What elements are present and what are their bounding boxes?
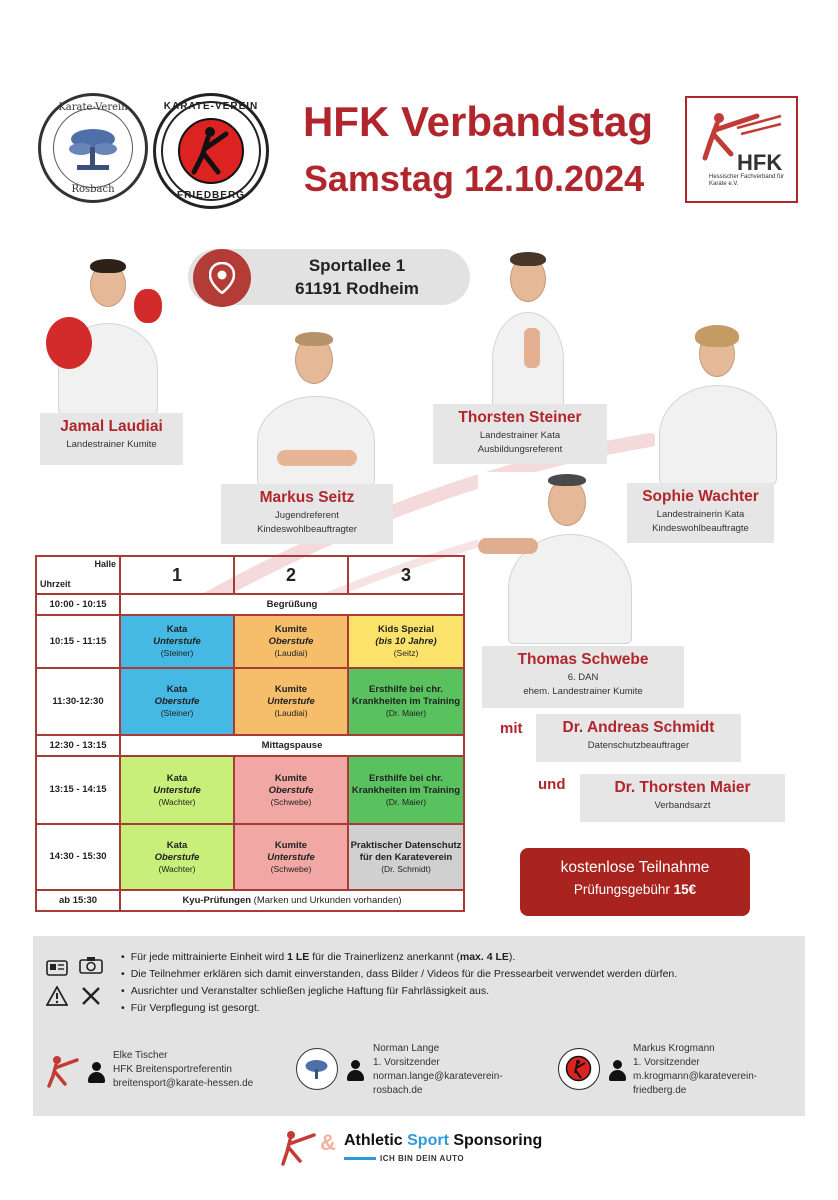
trainer-role: Verbandsarzt xyxy=(654,800,711,811)
hall-1-header: 1 xyxy=(120,556,234,594)
banner-exam-fee: Prüfungsgebühr 15€ xyxy=(573,882,697,897)
info-list xyxy=(121,949,677,1017)
trainer-role: Ausbildungsreferent xyxy=(477,444,563,455)
time-cell: 12:30 - 13:15 xyxy=(36,735,120,756)
session-cell: Kata Unterstufe (Wachter) xyxy=(120,756,234,824)
trainer-name: Sophie Wachter xyxy=(642,488,759,505)
time-cell: 14:30 - 15:30 xyxy=(36,824,120,890)
header-halle: Halle xyxy=(94,559,116,569)
session-cell: Kumite Oberstufe (Laudiai) xyxy=(234,615,348,668)
footer-ampersand: & xyxy=(320,1130,336,1155)
rosbach-logo-top-text: Karate-Verein xyxy=(58,102,128,113)
card-markus-seitz xyxy=(221,484,393,544)
trainer-role: 6. DAN xyxy=(567,672,599,683)
contact-email[interactable]: breitensport@karate-hessen.de xyxy=(113,1078,254,1089)
table-row xyxy=(36,668,464,735)
session-cell: Ersthilfe bei chr. Krankheiten im Training (Dr. Maier) xyxy=(348,668,464,735)
card-sophie-wachter xyxy=(627,483,774,543)
contact-elke-tischer: Elke Tischer HFK Breitensportreferentin breitensport@karate-hessen.de xyxy=(113,1050,254,1089)
photo-thorsten-steiner xyxy=(488,252,568,408)
trainer-role: ehem. Landestrainer Kumite xyxy=(523,686,643,697)
friedberg-logo xyxy=(153,93,269,209)
table-row xyxy=(36,594,464,615)
address-street: Sportallee 1 xyxy=(308,256,406,275)
map-pin-icon xyxy=(209,262,235,294)
table-row xyxy=(36,735,464,756)
rosbach-logo-bottom-text: Rosbach xyxy=(71,184,115,195)
table-row xyxy=(36,615,464,668)
sponsor-tagline: ICH BIN DEIN AUTO xyxy=(380,1154,465,1163)
person-icon xyxy=(87,1062,105,1084)
karate-kick-icon xyxy=(280,1128,320,1168)
time-cell: ab 15:30 xyxy=(36,890,120,911)
session-cell: Kata Oberstufe (Wachter) xyxy=(120,824,234,890)
address-city: 61191 Rodheim xyxy=(295,279,419,298)
contact-markus-krogmann: Markus Krogmann 1. Vorsitzender m.krogmann@karateverein- friedberg.de xyxy=(633,1043,758,1096)
trainer-name: Dr. Thorsten Maier xyxy=(614,779,751,796)
hfk-logo-subtext: Hessischer Fachverband für Karate e.V. xyxy=(709,174,785,188)
trainer-role: Kindeswohlbeauftragter xyxy=(257,524,357,535)
trainer-name: Markus Seitz xyxy=(259,489,355,506)
time-cell: 10:15 - 11:15 xyxy=(36,615,120,668)
id-card-icon xyxy=(45,958,69,982)
info-item: • Für Verpflegung ist gesorgt. xyxy=(121,1000,677,1017)
venue-address xyxy=(262,254,452,300)
table-row xyxy=(36,824,464,890)
table-row xyxy=(36,890,464,911)
card-andreas-schmidt xyxy=(536,714,741,762)
friedberg-red-circle xyxy=(178,118,244,184)
rosbach-logo xyxy=(38,93,148,203)
header-uhrzeit: Uhrzeit xyxy=(40,578,71,589)
session-cell: Praktischer Datenschutz für den Karateverein (Dr. Schmidt) xyxy=(348,824,464,890)
session-span-cell: Mittagspause xyxy=(120,735,464,756)
connector-und: und xyxy=(538,776,566,793)
card-thomas-schwebe xyxy=(482,646,684,708)
fee-banner xyxy=(520,848,750,916)
session-cell: Kumite Oberstufe (Schwebe) xyxy=(234,756,348,824)
hall-3-header: 3 xyxy=(348,556,464,594)
trainer-role: Landestrainer Kumite xyxy=(66,439,157,450)
session-cell: Kumite Unterstufe (Schwebe) xyxy=(234,824,348,890)
card-thorsten-maier xyxy=(580,774,785,822)
trainer-name: Thorsten Steiner xyxy=(458,409,582,426)
table-header-row xyxy=(36,556,464,594)
schedule-table xyxy=(35,555,465,912)
karate-kick-icon xyxy=(180,120,242,182)
person-icon xyxy=(346,1060,364,1082)
contact-norman-lange: Norman Lange 1. Vorsitzender norman.lange@karateverein- rosbach.de xyxy=(373,1043,503,1096)
cutlery-icon xyxy=(79,985,103,1009)
photo-thomas-schwebe xyxy=(478,472,638,644)
trainer-role: Landestrainer Kata xyxy=(479,430,561,441)
card-thorsten-steiner xyxy=(433,404,607,464)
friedberg-logo-top-text: KARATE-VEREIN xyxy=(163,101,259,112)
card-jamal-laudiai xyxy=(40,413,183,465)
table-row xyxy=(36,756,464,824)
friedberg-logo-bottom-text: FRIEDBERG xyxy=(177,190,245,201)
contact-email[interactable]: m.krogmann@karateverein- xyxy=(633,1071,758,1082)
warning-icon xyxy=(45,986,69,1010)
session-cell: Kata Oberstufe (Steiner) xyxy=(120,668,234,735)
photo-markus-seitz xyxy=(253,330,378,486)
event-title: HFK Verbandstag xyxy=(302,98,654,145)
info-item: • Die Teilnehmer erklären sich damit einverstanden, dass Bilder / Videos für die Pressearbeit verwendet werden dürfen. xyxy=(121,966,677,983)
hfk-logo xyxy=(685,96,798,203)
session-cell: Kids Spezial (bis 10 Jahre) (Seitz) xyxy=(348,615,464,668)
rosbach-mini-logo xyxy=(296,1048,338,1090)
map-pin-badge xyxy=(193,249,251,307)
trainer-name: Jamal Laudiai xyxy=(60,418,163,435)
session-cell: Kumite Unterstufe (Laudiai) xyxy=(234,668,348,735)
trainer-role: Datenschutzbeauftrager xyxy=(587,740,690,751)
event-date: Samstag 12.10.2024 xyxy=(303,158,645,199)
trainer-role: Landestrainerin Kata xyxy=(656,509,745,520)
time-cell: 13:15 - 14:15 xyxy=(36,756,120,824)
contact-email-continued[interactable]: friedberg.de xyxy=(633,1085,687,1096)
info-box xyxy=(33,936,805,1116)
time-cell: 11:30-12:30 xyxy=(36,668,120,735)
time-cell: 10:00 - 10:15 xyxy=(36,594,120,615)
friedberg-mini-logo xyxy=(558,1048,600,1090)
info-item: • Ausrichter und Veranstalter schließen jegliche Haftung für Fahrlässigkeit aus. xyxy=(121,983,677,1000)
karate-kick-icon xyxy=(47,1054,83,1088)
sponsor-footer xyxy=(280,1128,580,1172)
hfk-logo-text: HFK xyxy=(737,150,783,175)
camera-icon xyxy=(79,956,103,980)
banner-free-participation: kostenlose Teilnahme xyxy=(560,859,710,876)
trainer-name: Dr. Andreas Schmidt xyxy=(562,719,715,736)
trainer-role: Jugendreferent xyxy=(275,510,339,521)
contact-email-continued[interactable]: rosbach.de xyxy=(373,1085,423,1096)
trainer-role: Kindeswohlbeauftragte xyxy=(652,523,749,534)
bonsai-icon xyxy=(63,123,123,173)
person-icon xyxy=(608,1060,626,1082)
session-cell: Kata Unterstufe (Steiner) xyxy=(120,615,234,668)
connector-mit: mit xyxy=(500,720,523,737)
sponsor-underline xyxy=(344,1157,376,1160)
photo-jamal-laudiai xyxy=(40,255,180,415)
sponsor-name: Athletic Sport Sponsoring xyxy=(344,1132,543,1149)
photo-sophie-wachter xyxy=(655,325,780,485)
hall-2-header: 2 xyxy=(234,556,348,594)
corner-cell xyxy=(36,556,120,594)
trainer-name: Thomas Schwebe xyxy=(517,651,649,668)
session-cell: Ersthilfe bei chr. Krankheiten im Training (Dr. Maier) xyxy=(348,756,464,824)
contact-email[interactable]: norman.lange@karateverein- xyxy=(373,1071,503,1082)
session-span-cell: Begrüßung xyxy=(120,594,464,615)
info-item: • Für jede mittrainierte Einheit wird 1 LE für die Trainerlizenz anerkannt (max. 4 LE). xyxy=(121,949,677,966)
session-span-cell: Kyu-Prüfungen (Marken und Urkunden vorhanden) xyxy=(120,890,464,911)
